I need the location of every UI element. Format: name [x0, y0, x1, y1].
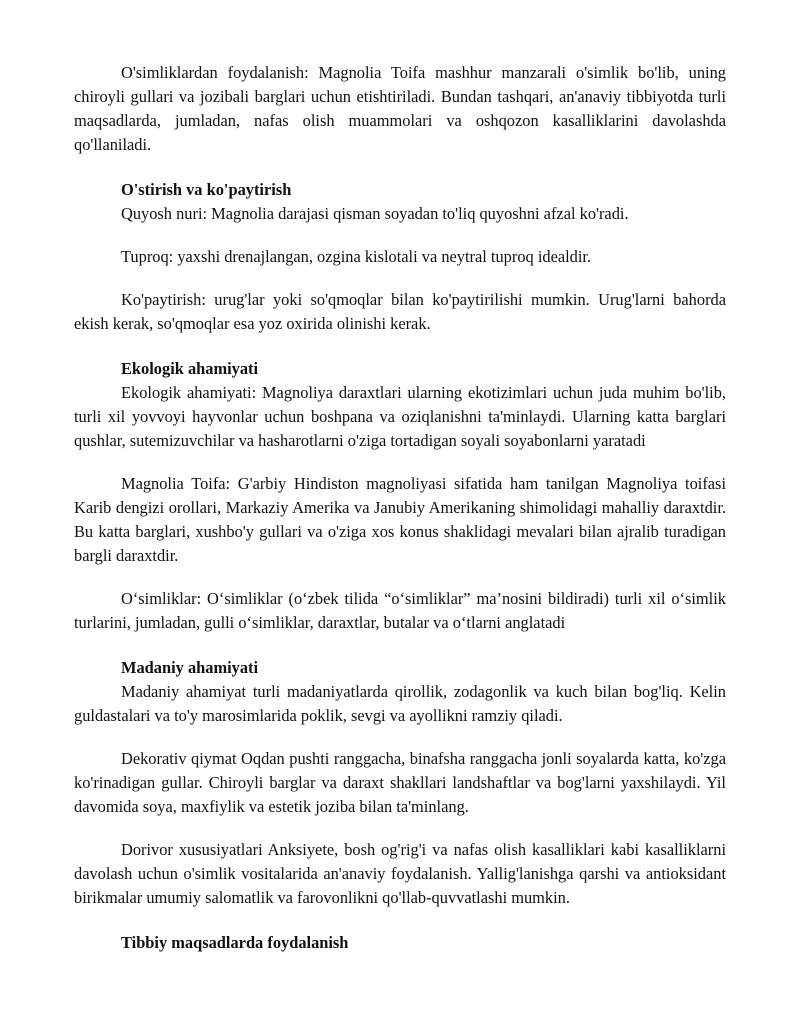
heading-ecological: Ekologik ahamiyati: [121, 359, 259, 378]
paragraph-medicinal: Dorivor xususiyatlari Anksiyete, bosh og'rig'i va nafas olish kasalliklari kabi kasalliklarni davolash uchun o'simlik vositalarida an'anaviy foydalanish. Yallig'lanishga qarshi va antioksidant birikmalar umumiy salomatlik va farovonlikni qo'llab-quvvatlashi mumkin.: [74, 840, 726, 907]
paragraph-propagation: Ko'paytirish: urug'lar yoki so'qmoqlar bilan ko'paytirilishi mumkin. Urug'larni bahorda ekish kerak, so'qmoqlar esa yoz oxirida olinishi kerak.: [74, 290, 726, 333]
paragraph-magnolia-toifa: Magnolia Toifa: G'arbiy Hindiston magnoliyasi sifatida ham tanilgan Magnoliya toifasi Karib dengizi orollari, Markaziy Amerika va Janubiy Amerikaning shimolidagi mahalliy daraxtdir. Bu katta barglari, xushbo'y gullari va o'ziga xos konus shaklidagi mevalari bilan ajralib turadigan bargli daraxtdir.: [74, 474, 726, 565]
paragraph-ecological: Ekologik ahamiyati: Magnoliya daraxtlari ularning ekotizimlari uchun juda muhim bo'lib, turli xil yovvoyi hayvonlar uchun boshpana va oziqlanishni ta'minlaydi. Ularning katta barglari qushlar, sutemizuvchilar va hasharotlarni o'ziga tortadigan soyali soyabonlarni yaratadi: [74, 383, 726, 450]
paragraph-plants: O‘simliklar: O‘simliklar (o‘zbek tilida “o‘simliklar” ma’nosini bildiradi) turli xil o‘simlik turlarini, jumladan, gulli o‘simliklar, daraxtlar, butalar va o‘tlarni anglatadi: [74, 589, 726, 632]
paragraph-soil: Tuproq: yaxshi drenajlangan, ozgina kislotali va neytral tuproq idealdir.: [121, 247, 592, 266]
paragraph-sunlight: Quyosh nuri: Magnolia darajasi qisman soyadan to'liq quyoshni afzal ko'radi.: [121, 204, 629, 223]
paragraph-cultural: Madaniy ahamiyat turli madaniyatlarda qirollik, zodagonlik va kuch bilan bog'liq. Kelin guldastalari va to'y marosimlarida poklik, sevgi va ayollikni ramziy qiladi.: [74, 682, 726, 725]
paragraph-plant-uses: O'simliklardan foydalanish: Magnolia Toifa mashhur manzarali o'simlik bo'lib, uning chiroyli gullari va jozibali barglari uchun etishtiriladi. Bundan tashqari, an'anaviy tibbiyotda turli maqsadlarda, jumladan, nafas olish muammolari va oshqozon kasalliklarini davolashda qo'llaniladi.: [74, 63, 726, 154]
paragraph-decorative: Dekorativ qiymat Oqdan pushti ranggacha, binafsha ranggacha jonli soyalarda katta, ko'zga ko'rinadigan gullar. Chiroyli barglar va daraxt shakllari landshaftlar va bog'larni yaxshilaydi. Yil davomida soya, maxfiylik va estetik joziba bilan ta'minlang.: [74, 749, 726, 816]
heading-cultivation: O'stirish va ko'paytirish: [121, 180, 292, 199]
heading-cultural: Madaniy ahamiyati: [121, 658, 259, 677]
heading-medical-use: Tibbiy maqsadlarda foydalanish: [121, 933, 349, 952]
